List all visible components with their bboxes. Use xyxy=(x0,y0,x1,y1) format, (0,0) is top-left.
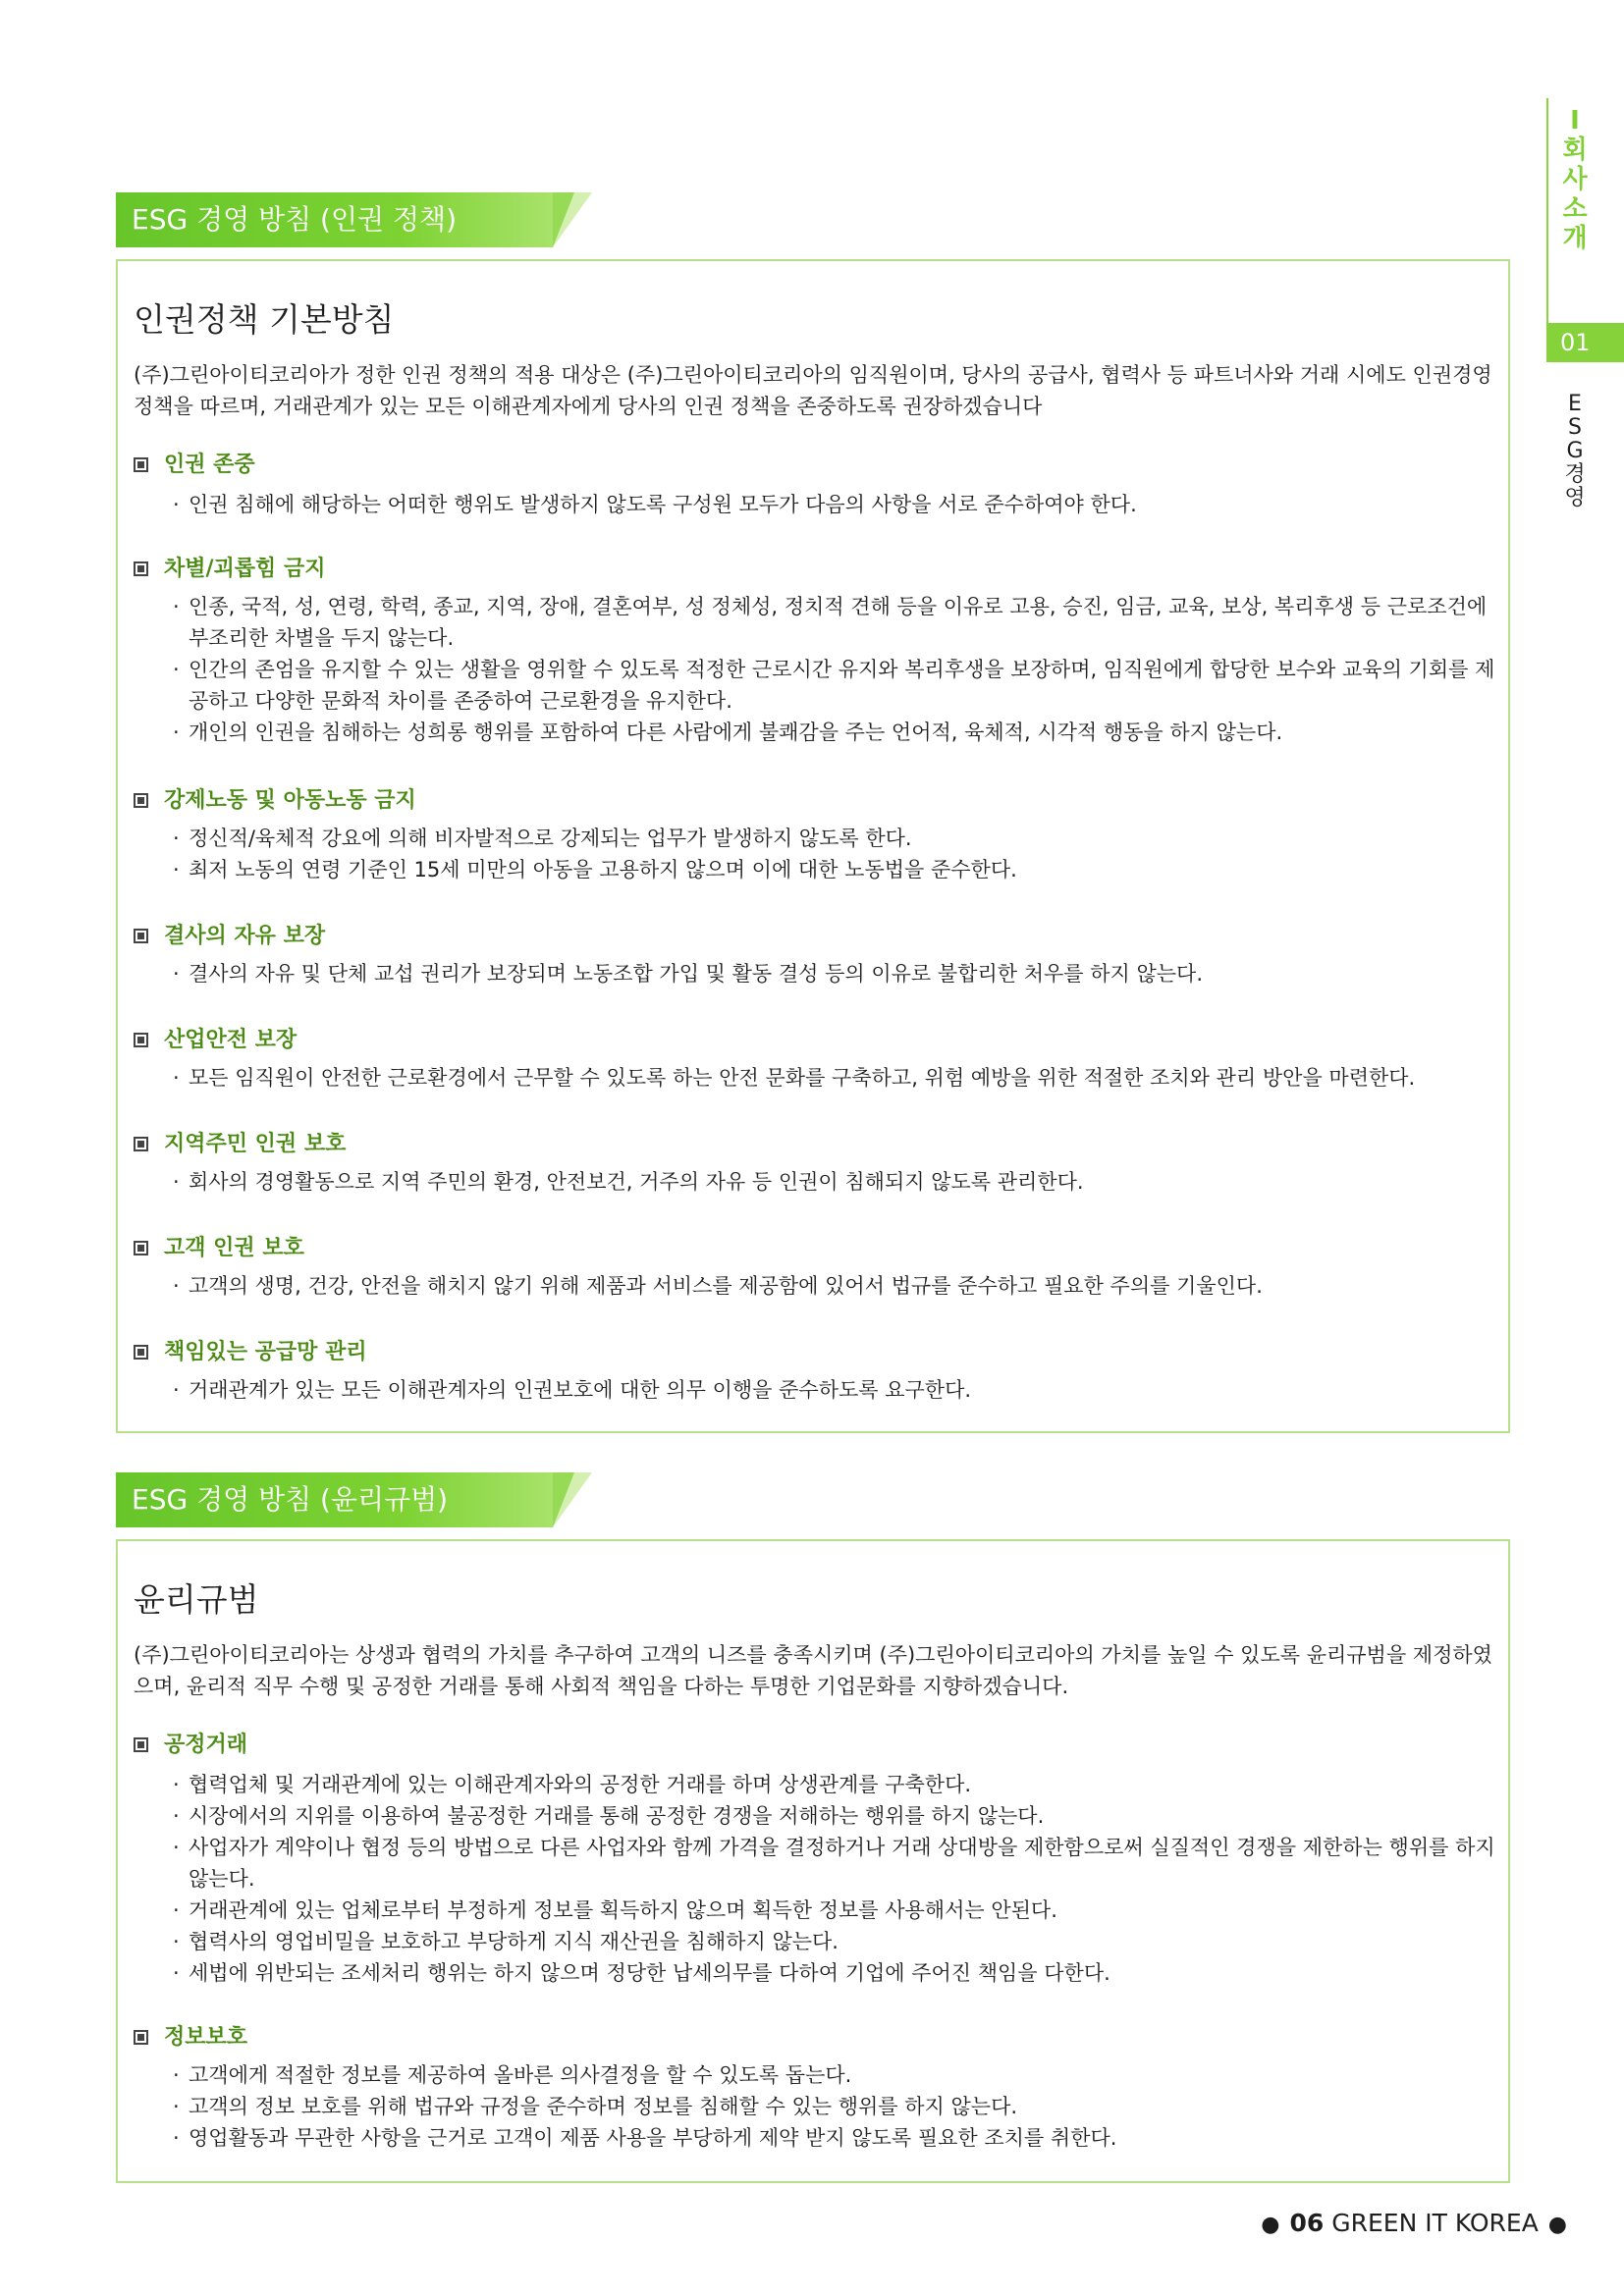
list-item: · 결사의 자유 및 단체 교섭 권리가 보장되며 노동조합 가입 및 활동 결성 등의 이유로 불합리한 처우를 하지 않는다. xyxy=(173,958,1508,989)
side-subsection-text: ESG경영 xyxy=(1564,392,1586,510)
list-item: · 모든 임직원이 안전한 근로환경에서 근무할 수 있도록 하는 안전 문화를 구축하고, 위험 예방을 위한 적절한 조치와 관리 방안을 마련한다. xyxy=(173,1062,1508,1094)
square-bullet-icon xyxy=(134,1033,148,1047)
list-item: · 고객의 생명, 건강, 안전을 해치지 않기 위해 제품과 서비스를 제공함에 있어서 법규를 준수하고 필요한 주의를 기울인다. xyxy=(173,1270,1508,1302)
side-tab-divider xyxy=(1546,98,1548,324)
section1-box xyxy=(116,259,1510,1433)
group-items xyxy=(173,591,1508,748)
group-heading-text: 산업안전 보장 xyxy=(164,1028,298,1052)
group-items xyxy=(173,1374,1508,1406)
section1-banner xyxy=(116,192,577,247)
section1-title xyxy=(134,294,395,341)
page-footer xyxy=(1251,2209,1577,2237)
group-heading-text: 정보보호 xyxy=(164,2025,248,2050)
square-bullet-icon xyxy=(134,561,148,576)
group-items xyxy=(173,1166,1508,1198)
group-heading xyxy=(134,1728,247,1758)
section1-intro: (주)그린아이티코리아가 정한 인권 정책의 적용 대상은 (주)그린아이티코리아의 임직원이며, 당사의 공급사, 협력사 등 파트너사와 거래 시에도 인권경영 정책을 따르며, 거래관계가 있는 모든 이해관계자에게 당사의 인권 정책을 존중하도록 권장하겠습니다 xyxy=(134,363,1492,418)
list-item: · 협력업체 및 거래관계에 있는 이해관계자와의 공정한 거래를 하며 상생관계를 구축한다. xyxy=(173,1769,1508,1800)
group-heading-text: 공정거래 xyxy=(164,1733,248,1757)
list-item: · 영업활동과 무관한 사항을 근거로 고객이 제품 사용을 부당하게 제약 받지 않도록 필요한 조치를 취한다. xyxy=(173,2122,1508,2154)
group-heading xyxy=(134,2020,247,2051)
list-item: · 회사의 경영활동으로 지역 주민의 환경, 안전보건, 거주의 자유 등 인권이 침해되지 않도록 관리한다. xyxy=(173,1166,1508,1198)
banner-accent-inner xyxy=(553,1472,574,1527)
square-bullet-icon xyxy=(134,1345,148,1360)
group-heading-text: 인권 존중 xyxy=(164,453,255,477)
group-heading xyxy=(134,1127,346,1157)
group-heading xyxy=(134,552,325,582)
group-items xyxy=(173,1062,1508,1094)
list-item: · 시장에서의 지위를 이용하여 불공정한 거래를 통해 공정한 경쟁을 저해하는 행위를 하지 않는다. xyxy=(173,1800,1508,1832)
group-heading xyxy=(134,1023,297,1053)
list-item: · 인간의 존엄을 유지할 수 있는 생활을 영위할 수 있도록 적정한 근로시간 유지와 복리후생을 보장하며, 임직원에게 합당한 보수와 교육의 기회를 제공하고 다양한 문화적 차이를 존중하여 근로환경을 유지한다. xyxy=(173,654,1508,717)
side-section-title xyxy=(1553,106,1597,253)
list-item: · 개인의 인권을 침해하는 성희롱 행위를 포함하여 다른 사람에게 불쾌감을 주는 언어적, 육체적, 시각적 행동을 하지 않는다. xyxy=(173,717,1508,748)
square-bullet-icon xyxy=(134,2030,148,2045)
square-bullet-icon xyxy=(134,457,148,472)
footer-bullet-icon: ● xyxy=(1547,2213,1567,2237)
page-number: 06 xyxy=(1289,2209,1325,2237)
group-heading-text: 강제노동 및 아동노동 금지 xyxy=(164,788,416,813)
group-items xyxy=(173,2059,1508,2154)
section2-banner-label: ESG 경영 방침 (윤리규범) xyxy=(132,1483,449,1516)
square-bullet-icon xyxy=(134,1137,148,1151)
side-section-title-text: Ⅰ 회사소개 xyxy=(1562,106,1588,253)
footer-company-name: GREEN IT KOREA xyxy=(1331,2209,1539,2237)
list-item: · 인권 침해에 해당하는 어떠한 행위도 발생하지 않도록 구성원 모두가 다음의 사항을 서로 준수하여야 한다. xyxy=(173,489,1508,520)
group-items xyxy=(173,489,1508,520)
section2-banner xyxy=(116,1472,577,1527)
list-item: · 사업자가 계약이나 협정 등의 방법으로 다른 사업자와 함께 가격을 결정하거나 거래 상대방을 제한함으로써 실질적인 경쟁을 제한하는 행위를 하지 않는다. xyxy=(173,1832,1508,1895)
list-item: · 협력사의 영업비밀을 보호하고 부당하게 지식 재산권을 침해하지 않는다. xyxy=(173,1926,1508,1957)
group-heading-text: 고객 인권 보호 xyxy=(164,1236,304,1260)
list-item: · 세법에 위반되는 조세처리 행위는 하지 않으며 정당한 납세의무를 다하여 기업에 주어진 책임을 다한다. xyxy=(173,1957,1508,1989)
list-item: · 거래관계에 있는 업체로부터 부정하게 정보를 획득하지 않으며 획득한 정보를 사용해서는 안된다. xyxy=(173,1895,1508,1926)
list-item: · 정신적/육체적 강요에 의해 비자발적으로 강제되는 업무가 발생하지 않도록 한다. xyxy=(173,823,1508,854)
section2-box xyxy=(116,1539,1510,2183)
section2-intro: (주)그린아이티코리아는 상생과 협력의 가치를 추구하여 고객의 니즈를 충족시키며 (주)그린아이티코리아의 가치를 높일 수 있도록 윤리규범을 제정하였으며, 윤리적 직무 수행 및 공정한 거래를 통해 사회적 책임을 다하는 투명한 기업문화를 지향하겠습니다. xyxy=(134,1643,1492,1698)
group-items xyxy=(173,958,1508,989)
group-heading-text: 결사의 자유 보장 xyxy=(164,924,326,948)
banner-accent-inner xyxy=(553,192,574,247)
group-heading xyxy=(134,1231,304,1261)
group-heading xyxy=(134,919,325,949)
group-items xyxy=(173,1270,1508,1302)
group-items xyxy=(173,823,1508,885)
group-heading xyxy=(134,1335,367,1365)
group-heading-text: 차별/괴롭힘 금지 xyxy=(164,557,326,581)
side-section-number: 01 xyxy=(1546,323,1624,362)
group-heading-text: 지역주민 인권 보호 xyxy=(164,1132,347,1156)
list-item: · 고객의 정보 보호를 위해 법규와 규정을 준수하며 정보를 침해할 수 있는 행위를 하지 않는다. xyxy=(173,2091,1508,2122)
list-item: · 인종, 국적, 성, 연령, 학력, 종교, 지역, 장애, 결혼여부, 성 정체성, 정치적 견해 등을 이유로 고용, 승진, 임금, 교육, 보상, 복리후생 등 근로조건에 부조리한 차별을 두지 않는다. xyxy=(173,591,1508,654)
square-bullet-icon xyxy=(134,929,148,943)
section1-title-text: 인권정책 기본방침 xyxy=(134,300,395,339)
section2-title-text: 윤리규범 xyxy=(134,1580,259,1619)
list-item: · 최저 노동의 연령 기준인 15세 미만의 아동을 고용하지 않으며 이에 대한 노동법을 준수한다. xyxy=(173,854,1508,885)
group-heading xyxy=(134,783,416,814)
section2-title xyxy=(134,1575,259,1621)
square-bullet-icon xyxy=(134,1737,148,1752)
footer-bullet-icon: ● xyxy=(1261,2213,1280,2237)
group-heading xyxy=(134,448,255,478)
list-item: · 고객에게 적절한 정보를 제공하여 올바른 의사결정을 할 수 있도록 돕는다. xyxy=(173,2059,1508,2091)
side-subsection-label xyxy=(1553,393,1597,510)
square-bullet-icon xyxy=(134,1241,148,1255)
group-items xyxy=(173,1769,1508,1989)
section1-banner-label: ESG 경영 방침 (인권 정책) xyxy=(132,203,457,236)
group-heading-text: 책임있는 공급망 관리 xyxy=(164,1340,367,1364)
list-item: · 거래관계가 있는 모든 이해관계자의 인권보호에 대한 의무 이행을 준수하도록 요구한다. xyxy=(173,1374,1508,1406)
square-bullet-icon xyxy=(134,793,148,808)
